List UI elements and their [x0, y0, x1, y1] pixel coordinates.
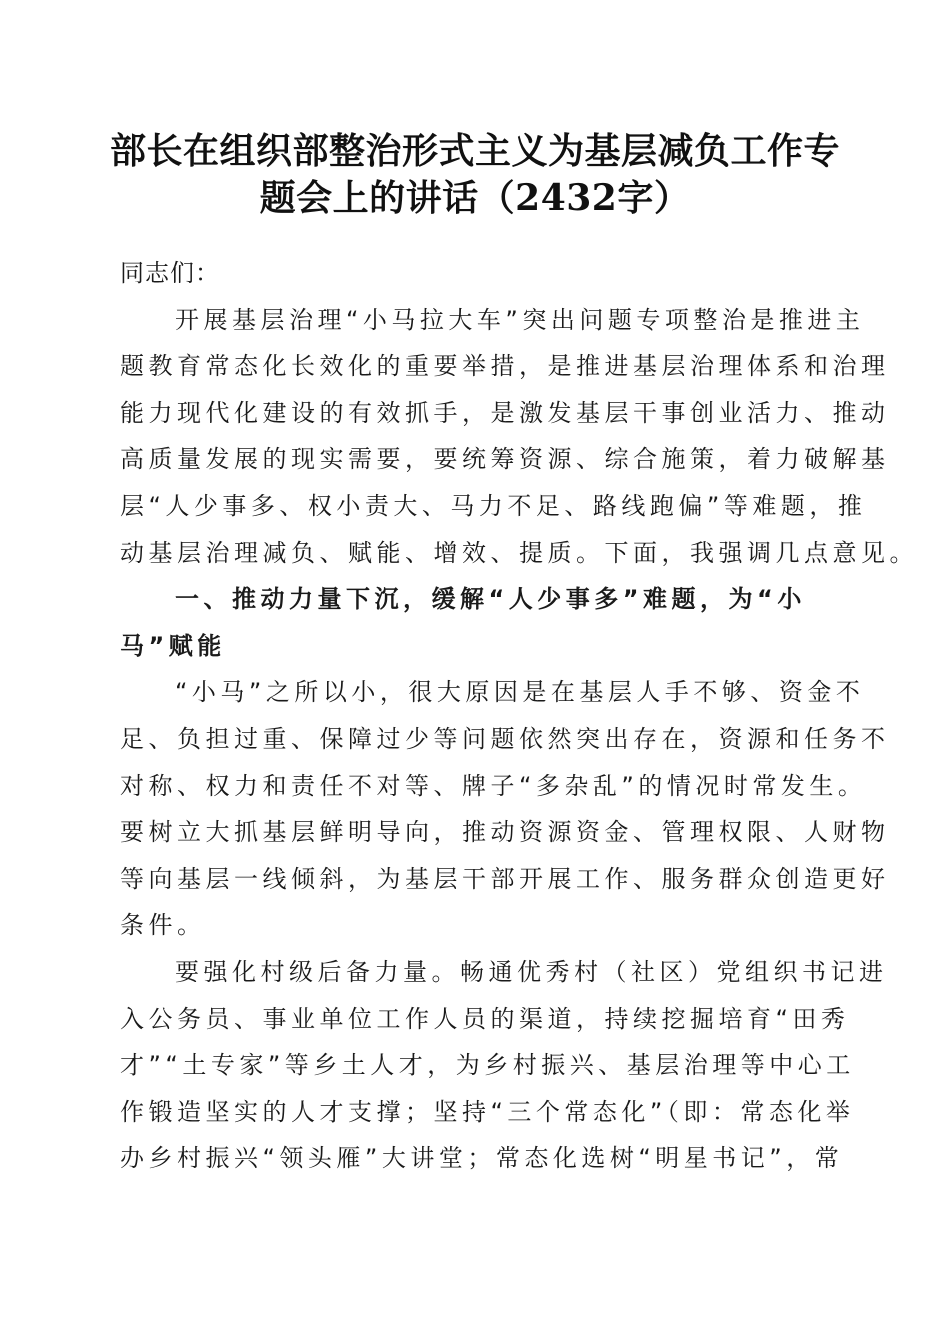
paragraph-line: “小马”之所以小，很大原因是在基层人手不够、资金不	[175, 678, 865, 707]
paragraph-line: 等向基层一线倾斜，为基层干部开展工作、服务群众创造更好	[120, 864, 890, 893]
paragraph-line: 能力现代化建设的有效抓手，是激发基层干事创业活力、推动	[120, 398, 890, 427]
title-line-2: 题会上的讲话（2432字）	[259, 177, 691, 219]
document-body	[120, 250, 918, 1182]
paragraph-line: 足、负担过重、保障过少等问题依然突出存在，资源和任务不	[120, 724, 890, 753]
paragraph-1	[120, 297, 918, 577]
paragraph-line: 才”“土专家”等乡土人才，为乡村振兴、基层治理等中心工	[120, 1051, 855, 1080]
paragraph-line: 要树立大抓基层鲜明导向，推动资源资金、管理权限、人财物	[120, 818, 890, 847]
title-line-1: 部长在组织部整治形式主义为基层减负工作专	[109, 130, 840, 172]
paragraph-line: 高质量发展的现实需要，要统筹资源、综合施策，着力破解基	[120, 445, 890, 474]
heading-line: 一、推动力量下沉，缓解“人少事多”难题，为“小	[175, 585, 806, 614]
paragraph-line: 对称、权力和责任不对等、牌子“多杂乱”的情况时常发生。	[120, 771, 867, 800]
heading-line: 马”赋能	[120, 631, 226, 660]
greeting: 同志们：	[120, 259, 220, 287]
paragraph-line: 办乡村振兴“领头雁”大讲堂；常态化选树“明星书记”，常	[120, 1144, 844, 1173]
paragraph-3	[120, 949, 888, 1182]
paragraph-line: 层“人少事多、权小责大、马力不足、路线跑偏”等难题，推	[120, 491, 867, 520]
paragraph-line: 条件。	[120, 911, 206, 940]
paragraph-line: 要强化村级后备力量。畅通优秀村（社区）党组织书记进	[175, 957, 888, 986]
paragraph-2	[120, 669, 890, 949]
paragraph-line: 开展基层治理“小马拉大车”突出问题专项整治是推进主	[175, 305, 865, 334]
paragraph-line: 动基层治理减负、赋能、增效、提质。下面，我强调几点意见。	[120, 538, 918, 567]
paragraph-line: 作锻造坚实的人才支撑；坚持“三个常态化”（即：常态化举	[120, 1097, 855, 1126]
section-heading-1	[120, 576, 825, 669]
document-title	[90, 128, 860, 222]
paragraph-line: 入公务员、事业单位工作人员的渠道，持续挖掘培育“田秀	[120, 1004, 850, 1033]
paragraph-line: 题教育常态化长效化的重要举措，是推进基层治理体系和治理	[120, 352, 890, 381]
